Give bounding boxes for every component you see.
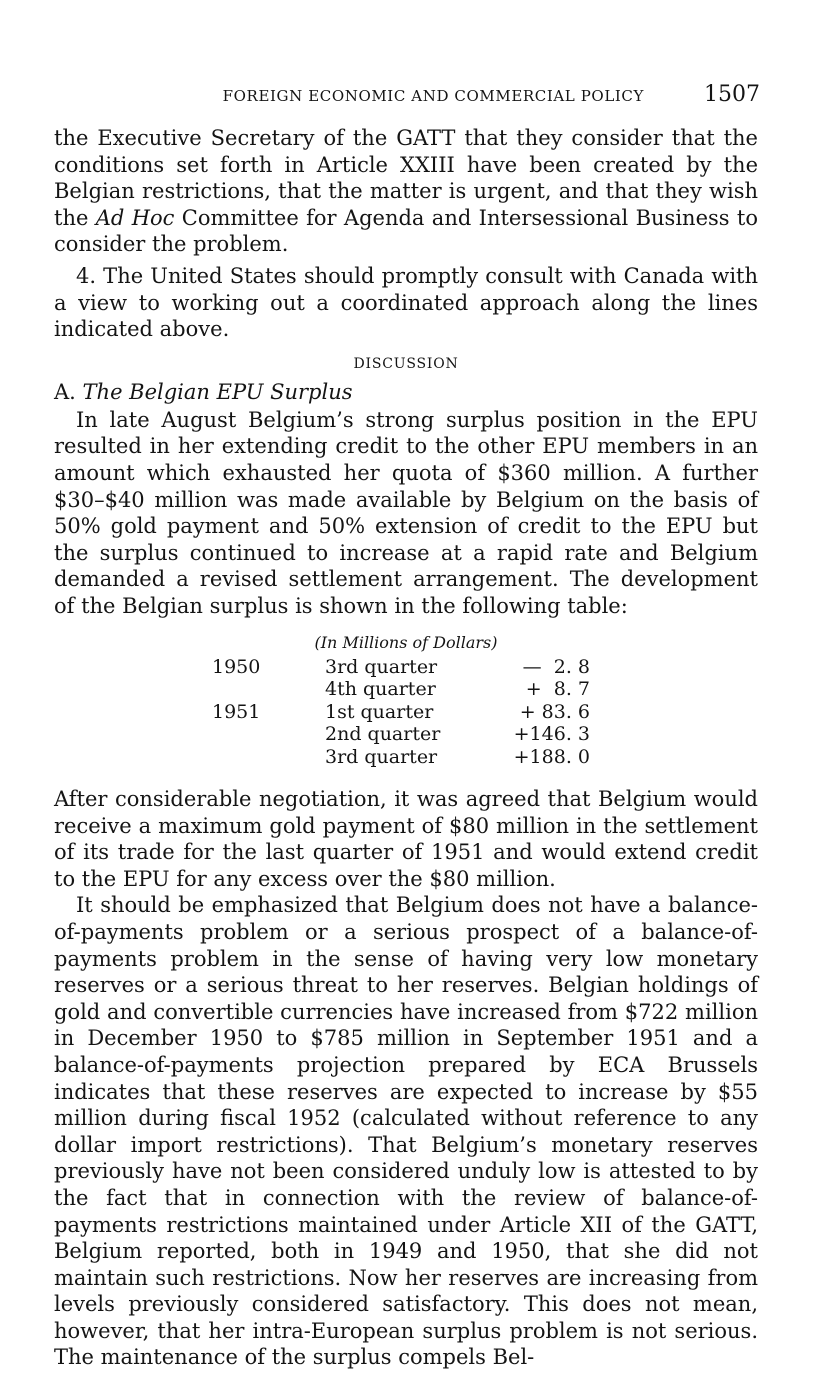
- table-cell-value: +188. 0: [513, 745, 590, 768]
- page-number: 1507: [704, 82, 760, 107]
- paragraph-text: the Executive Secretary of the GATT that they consider that the conditions set forth in Article XXIII have been created by the Belgian restrictions, that the matter is urgent, and that they wish the: [54, 126, 758, 230]
- table-cell-year: [212, 723, 325, 746]
- section-a-label: A.: [54, 379, 83, 404]
- table-cell-value: + 8. 7: [525, 678, 590, 700]
- table-row: [212, 656, 590, 679]
- table-cell-quarter: 3rd quarter: [325, 655, 438, 678]
- table-row: [212, 723, 590, 746]
- table-cell-value: +146. 3: [513, 723, 590, 745]
- table-caption: (In Millions of Dollars): [314, 632, 498, 652]
- paragraph-text-end: Committee for Agenda and Intersessional Business to consider the problem.: [54, 205, 758, 257]
- paragraph-reserves: It should be emphasized that Belgium does not have a balance-of-payments problem or a serious prospect of a balance-of-payments problem in the sense of having very low monetary reserves or a serious threat to her reserves. Belgian holdings of gold and convertible currencies have increased from $722 million in December 1950 to $785 million in September 1951 and a balance-of-payments projection prepared by ECA Brussels indicates that these reserves are expected to increase by $55 million during fiscal 1952 (calculated without reference to any dollar import restrictions). That Belgium’s monetary reserves previously have not been considered unduly low is attested to by the fact that in connection with the review of balance-of-payments restrictions maintained under Article XII of the GATT, Belgium reported, both in 1949 and 1950, that she did not maintain such restrictions. Now her reserves are increasing from levels previously considered satisfactory. This does not mean, however, that her intra-European surplus problem is not serious. The maintenance of the surplus compels Bel-: [54, 893, 758, 1370]
- table-cell-quarter: 4th quarter: [325, 678, 436, 700]
- table-cell-value: — 2. 8: [522, 655, 590, 678]
- table-row: [212, 701, 590, 724]
- section-a-heading: [54, 379, 758, 405]
- table-cell-year: [212, 746, 325, 769]
- table-cell-year: 1951: [212, 700, 261, 723]
- body-text: [54, 125, 758, 1371]
- table-cell-value: + 83. 6: [519, 700, 590, 723]
- table-row: [212, 746, 590, 769]
- table-cell-year: 1950: [212, 655, 261, 678]
- surplus-table: [212, 656, 590, 769]
- paragraph-belgian-surplus: In late August Belgium’s strong surplus position in the EPU resulted in her extending credit to the other EPU members in an amount which exhausted her quota of $360 million. A further $30–$40 million was made available by Belgium on the basis of 50% gold payment and 50% extension of credit to the EPU but the surplus continued to increase at a rapid rate and Belgium demanded a revised settlement arrangement. The development of the Belgian surplus is shown in the following table:: [54, 407, 758, 618]
- paragraph-continuation: [54, 125, 758, 258]
- section-a-title: The Belgian EPU Surplus: [82, 379, 353, 404]
- italic-ad-hoc: Ad Hoc: [95, 205, 175, 230]
- table-cell-year: [212, 678, 325, 701]
- running-title: FOREIGN ECONOMIC AND COMMERCIAL POLICY: [222, 87, 644, 105]
- discussion-heading: DISCUSSION: [353, 355, 459, 372]
- running-header: [48, 82, 760, 114]
- paragraph-recommendation-4: 4. The United States should promptly consult with Canada with a view to working out a coordinated approach along the lines indicated above.: [54, 263, 758, 342]
- table-cell-quarter: 3rd quarter: [325, 745, 438, 768]
- paragraph-negotiation: After considerable negotiation, it was agreed that Belgium would receive a maximum gold payment of $80 million in the settlement of its trade for the last quarter of 1951 and would extend credit to the EPU for any excess over the $80 million.: [54, 787, 758, 891]
- table-cell-quarter: 1st quarter: [325, 700, 434, 723]
- table-row: [212, 678, 590, 701]
- table-cell-quarter: 2nd quarter: [325, 723, 441, 745]
